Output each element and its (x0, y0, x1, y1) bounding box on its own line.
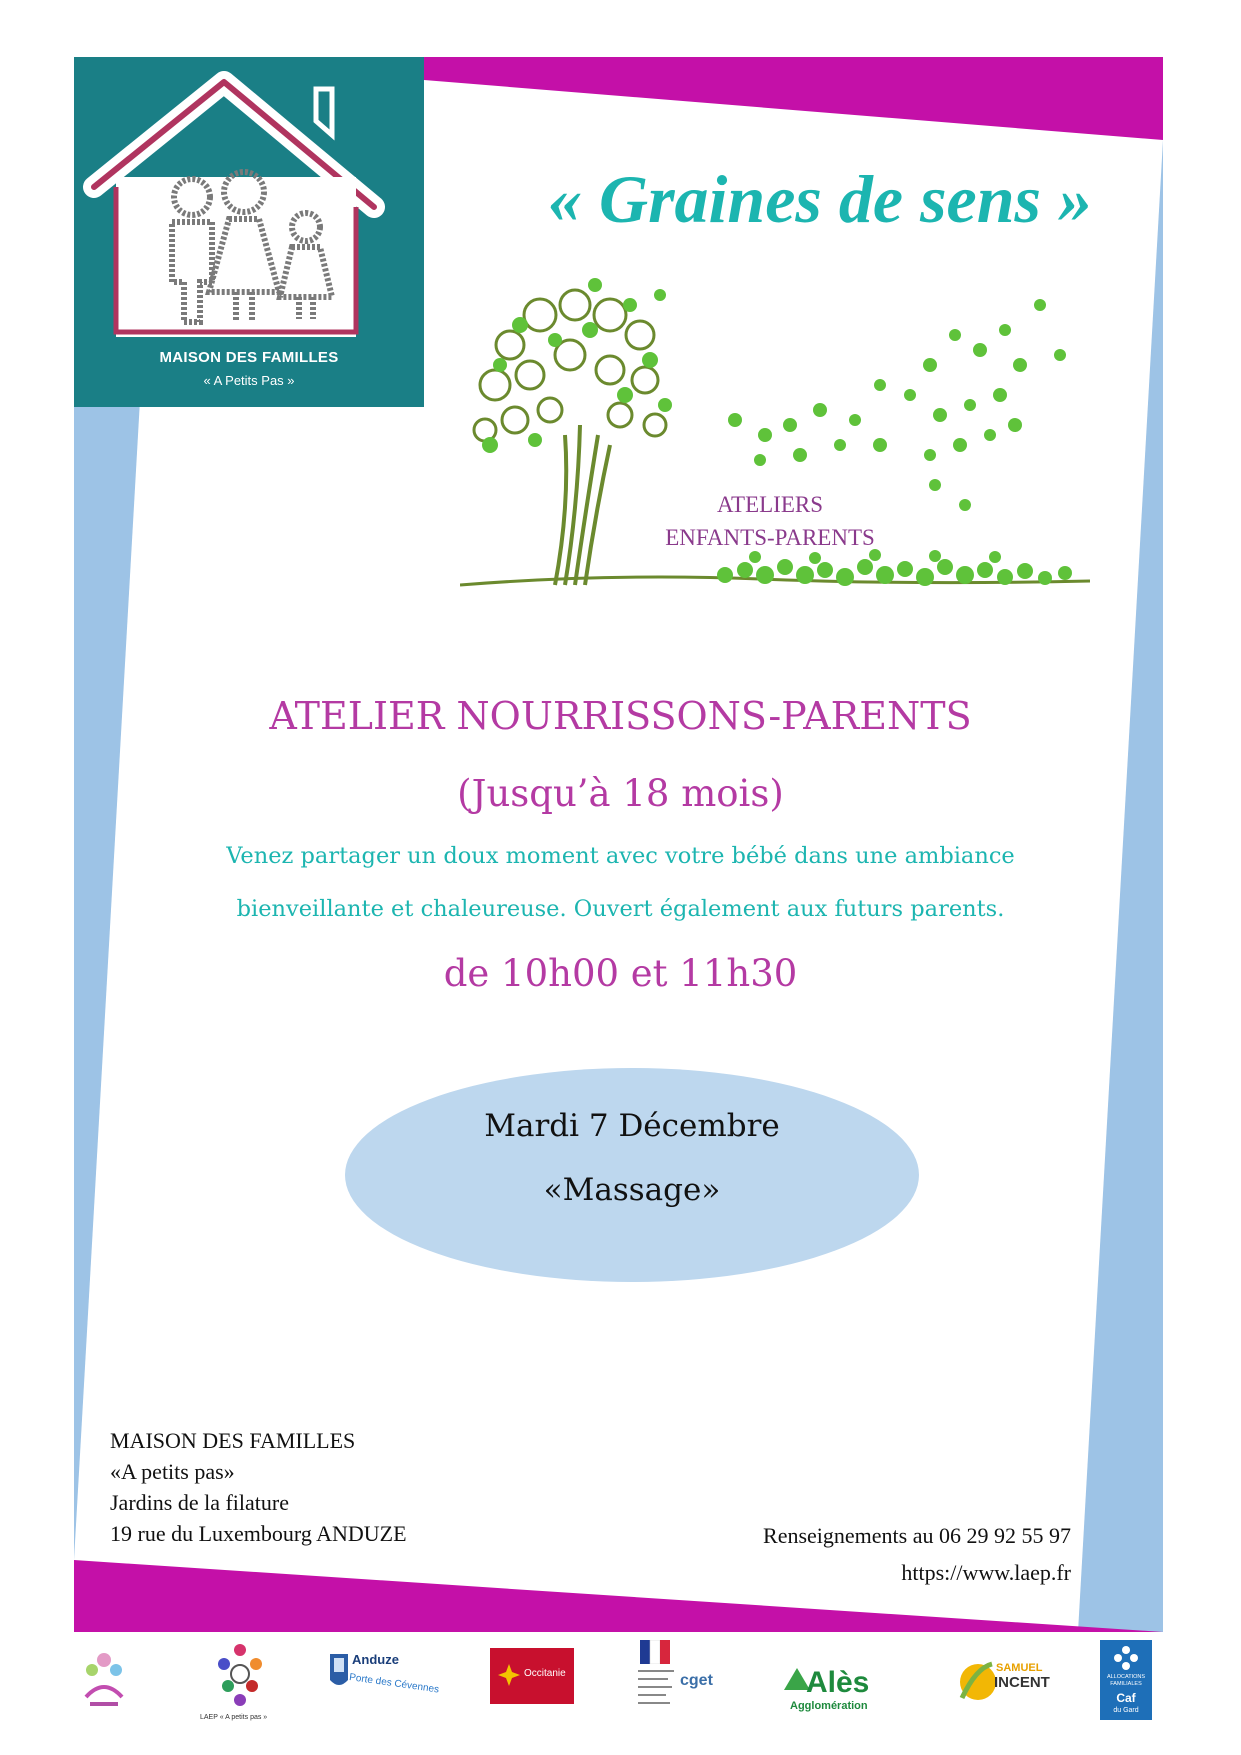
logo-title: MAISON DES FAMILLES (159, 349, 339, 366)
caf-line-2: FAMILIALES (1110, 1681, 1142, 1687)
caf-logo (1100, 1640, 1152, 1720)
occitanie-name: Occitanie (524, 1668, 566, 1679)
address-line-1: MAISON DES FAMILLES (110, 1428, 356, 1453)
contact-phone: Renseignements au 06 29 92 55 97 (763, 1523, 1071, 1548)
caf-name: Caf (1116, 1691, 1136, 1705)
page-title: « Graines de sens » (547, 161, 1093, 237)
tree-illustration (460, 275, 1090, 615)
republique-francaise-icon (640, 1640, 670, 1664)
partner-logos (0, 1632, 1241, 1742)
prefecture-text-block (638, 1670, 678, 1714)
laep-figures-logo (210, 1640, 270, 1712)
caf-subtitle: du Gard (1113, 1707, 1139, 1714)
event-heading: ATELIER NOURRISSONS-PARENTS (269, 694, 972, 738)
right-blue-band (1078, 140, 1163, 1632)
house-family-icon (74, 57, 424, 347)
caf-emblem-icon (1112, 1644, 1140, 1672)
vincent-name: INCENT (994, 1674, 1050, 1691)
cget-name: cget (680, 1672, 713, 1689)
event-age: (Jusqu’à 18 mois) (457, 772, 784, 815)
occitanie-logo (490, 1648, 574, 1704)
address-line-4: 19 rue du Luxembourg ANDUZE (110, 1521, 407, 1546)
anduze-name: Anduze (352, 1652, 399, 1667)
caf-line-1: ALLOCATIONS (1106, 1674, 1146, 1680)
laep-caption: LAEP « A petits pas » (200, 1714, 268, 1721)
event-intro-line-1: Venez partager un doux moment avec votre bébé dans une ambiance (226, 843, 1015, 869)
logo-subtitle: « A Petits Pas » (203, 373, 295, 388)
event-theme: «Massage» (543, 1172, 721, 1208)
ales-subtitle: Agglomération (790, 1700, 868, 1712)
samuel-vincent-icon (956, 1658, 996, 1704)
caption-line-2: ENFANTS-PARENTS (665, 525, 875, 550)
cavalle-logo (78, 1642, 130, 1722)
samuel-name: SAMUEL (996, 1662, 1043, 1674)
ales-name: Alès (806, 1666, 870, 1699)
event-date: Mardi 7 Décembre (484, 1108, 780, 1144)
maison-des-familles-logo (74, 57, 424, 407)
caption-line-1: ATELIERS (716, 492, 824, 517)
address-block (110, 1425, 407, 1549)
event-time: de 10h00 et 11h30 (443, 952, 798, 995)
ateliers-caption (600, 488, 940, 554)
occitan-cross-icon (496, 1662, 522, 1688)
anduze-crest-icon (328, 1652, 350, 1692)
address-line-3: Jardins de la filature (110, 1490, 289, 1515)
anduze-subtitle: Porte des Cévennes (348, 1672, 440, 1696)
address-line-2: «A petits pas» (110, 1459, 235, 1484)
contact-website[interactable]: https://www.laep.fr (901, 1560, 1071, 1585)
top-magenta-band (424, 57, 1163, 140)
event-intro-line-2: bienveillante et chaleureuse. Ouvert également aux futurs parents. (236, 896, 1005, 922)
contact-block (763, 1517, 1071, 1591)
